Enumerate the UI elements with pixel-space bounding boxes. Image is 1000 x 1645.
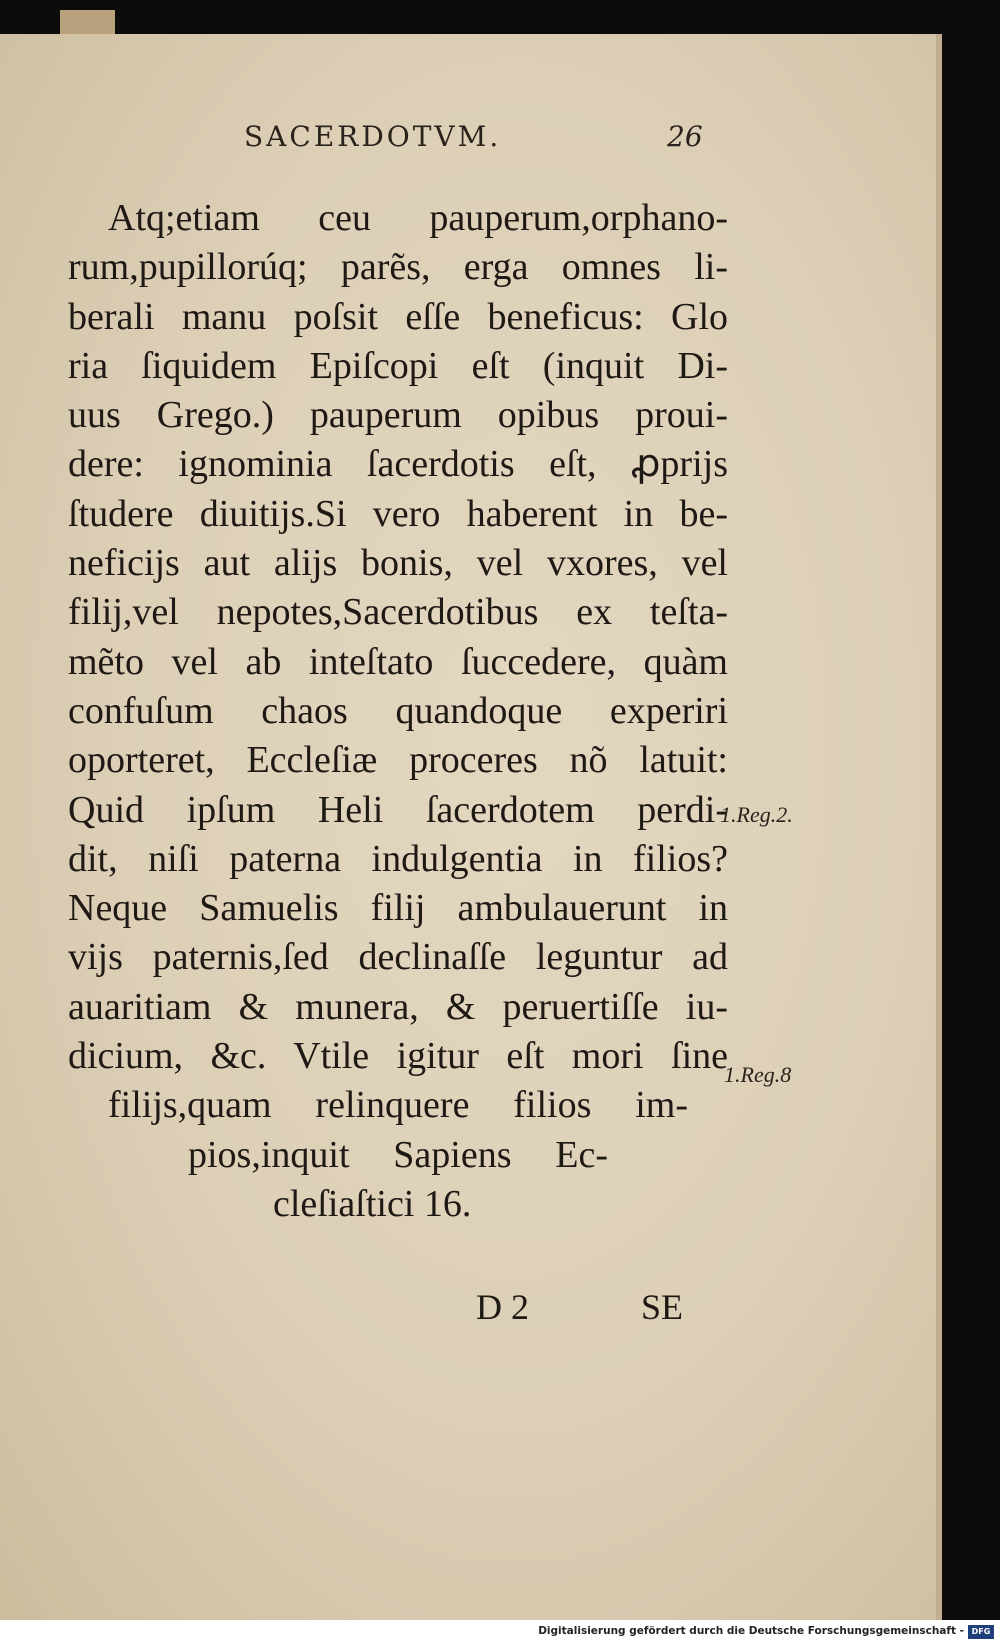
catchword: SE <box>641 1287 684 1327</box>
text-line: dicium, &c. Vtile igitur eſt mori ſine <box>68 1035 728 1078</box>
text-line: rum,pupillorúq; parẽs, erga omnes li- <box>68 246 728 289</box>
text-line: pios,inquit Sapiens Ec- <box>188 1133 608 1176</box>
text-line: oporteret, Eccleſiæ proceres nõ latuit: <box>68 739 728 782</box>
text-line: Quid ipſum Heli ſacerdotem perdi- <box>68 788 728 831</box>
text-line: cleſiaſtici 16. <box>273 1182 472 1225</box>
text-line: vijs paternis,ſed declinaſſe leguntur ad <box>68 936 728 979</box>
running-title: SACERDOTVM. <box>244 120 502 153</box>
page-number: 26 <box>667 120 703 153</box>
text-line: ſtudere diuitijs.Si vero haberent in be- <box>68 492 728 535</box>
text-line: dere: ignominia ſacerdotis eſt, ꝓprijs <box>68 443 728 486</box>
text-line: Neque Samuelis filij ambulauerunt in <box>68 887 728 930</box>
text-line: dit, niſi paterna indulgentia in filios? <box>68 837 728 880</box>
text-line: filij,vel nepotes,Sacerdotibus ex teſta- <box>68 591 728 634</box>
text-line: auaritiam & munera, & peruertiſſe iu- <box>68 985 728 1028</box>
text-line: neficijs aut alijs bonis, vel vxores, vel <box>68 542 728 585</box>
body-text <box>68 194 728 1229</box>
text-line: filijs,quam relinquere filios im- <box>108 1084 688 1127</box>
text-line: berali manu poſsit eſſe beneficus: Glo <box>68 295 728 338</box>
text-line: confuſum chaos quandoque experiri <box>68 689 728 732</box>
book-page <box>0 34 942 1620</box>
text-line: ria ſiquidem Epiſcopi eſt (inquit Di- <box>68 344 728 387</box>
signature-mark: D 2 <box>476 1287 529 1327</box>
funding-credit: Digitalisierung gefördert durch die Deutsche Forschungsgemeinschaft - <box>538 1625 964 1637</box>
text-line: uus Grego.) pauperum opibus proui- <box>68 394 728 437</box>
running-head <box>0 120 942 160</box>
text-line: Atq;etiam ceu pauperum,orphano- <box>108 197 728 239</box>
text-line: mẽto vel ab inteſtato ſuccedere, quàm <box>68 640 728 683</box>
margin-note: 1.Reg.2. <box>720 802 793 827</box>
page-edge <box>60 10 115 36</box>
digitization-footer <box>0 1620 1000 1645</box>
margin-note: 1.Reg.8 <box>724 1062 792 1087</box>
dfg-logo: DFG <box>968 1625 994 1639</box>
